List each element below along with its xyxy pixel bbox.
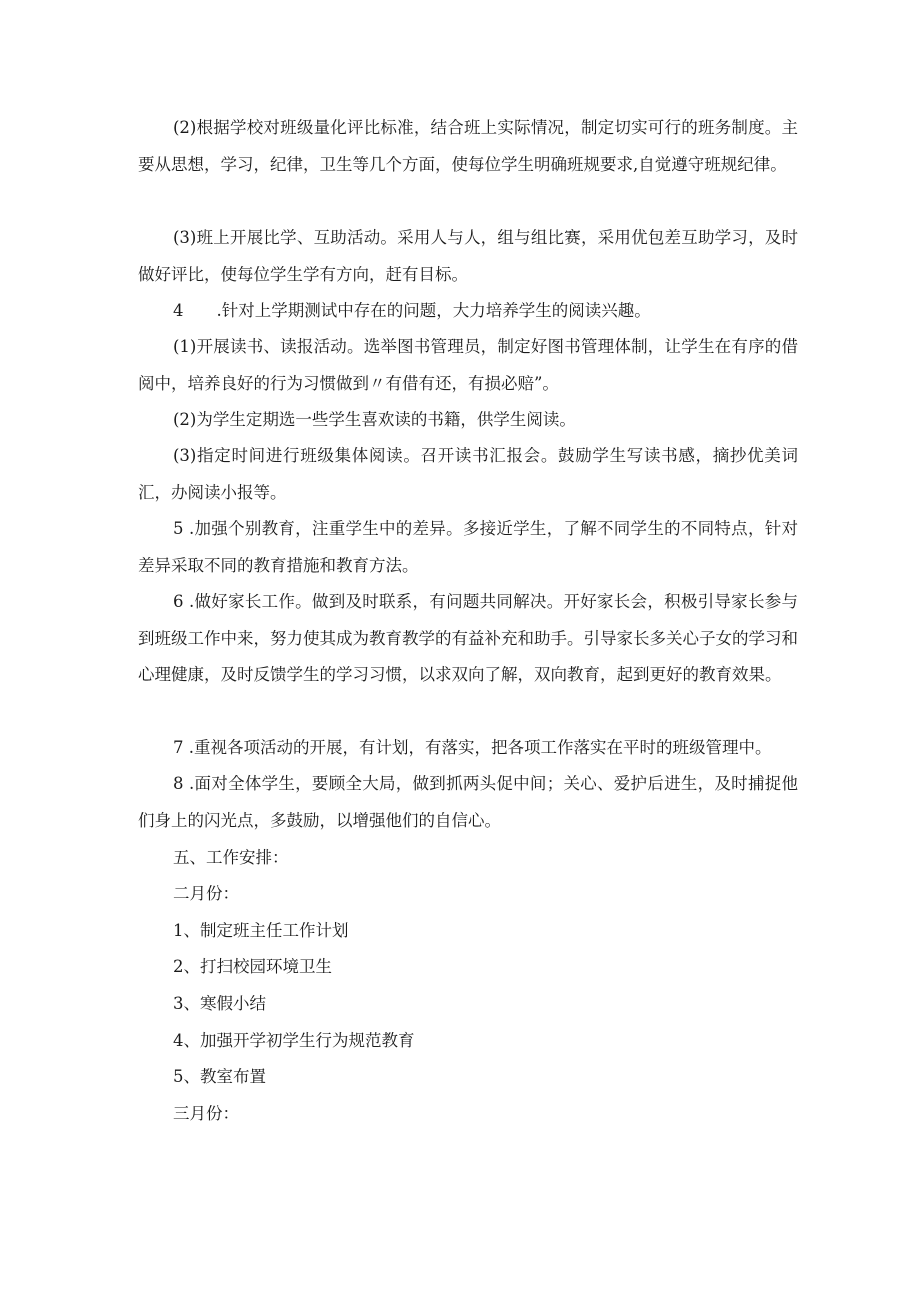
list-item: 5、教室布置 (173, 1067, 266, 1086)
paragraph-reading-activities: (1)开展读书、读报活动。选举图书管理员，制定好图书管理体制，让学生在有序的借阅中，培养良好的行为习惯做到〃有借有还，有损必赔”。 (138, 337, 798, 393)
month-heading-february: 二月份： (173, 884, 239, 903)
paragraph-activities: 7 .重视各项活动的开展，有计划，有落实，把各项工作落实在平时的班级管理中。 (173, 738, 772, 757)
list-item: 3、寒假小结 (173, 994, 266, 1013)
paragraph-all-students: 8 .面对全体学生，要顾全大局，做到抓两头促中间；关心、爱护后进生，及时捕捉他们身上的闪光点，多鼓励，以增强他们的自信心。 (138, 774, 798, 830)
paragraph-parent-work: 6 .做好家长工作。做到及时联系，有问题共同解决。开好家长会，积极引导家长参与到班级工作中来，努力使其成为教育教学的有益补充和助手。引导家长多关心子女的学习和心理健康，及时反馈学生的学习习惯，以求双向了解，双向教育，起到更好的教育效果。 (138, 592, 798, 684)
section-heading-schedule: 五、工作安排： (173, 848, 289, 867)
paragraph-reading-interest: 4 .针对上学期测试中存在的问题，大力培养学生的阅读兴趣。 (173, 301, 651, 320)
paragraph-mutual-help: (3)班上开展比学、互助活动。采用人与人，组与组比赛，采用优包差互助学习，及时做好评比，使每位学生学有方向，赶有目标。 (138, 228, 798, 284)
list-item: 4、加强开学初学生行为规范教育 (173, 1031, 415, 1050)
paragraph-book-selection: (2)为学生定期选一些学生喜欢读的书籍，供学生阅读。 (173, 410, 576, 429)
paragraph-group-reading: (3)指定时间进行班级集体阅读。召开读书汇报会。鼓励学生写读书感，摘抄优美词汇，办阅读小报等。 (138, 446, 798, 502)
document-page (138, 0, 798, 1301)
list-item: 2、打扫校园环境卫生 (173, 957, 332, 976)
paragraph-individual-education: 5 .加强个别教育，注重学生中的差异。多接近学生，了解不同学生的不同特点，针对差异采取不同的教育措施和教育方法。 (138, 519, 798, 575)
month-heading-march: 三月份： (173, 1104, 239, 1123)
paragraph-class-rules: (2)根据学校对班级量化评比标准，结合班上实际情况，制定切实可行的班务制度。主要从思想，学习，纪律，卫生等几个方面，使每位学生明确班规要求,自觉遵守班规纪律。 (138, 118, 798, 174)
list-item: 1、制定班主任工作计划 (173, 921, 349, 940)
